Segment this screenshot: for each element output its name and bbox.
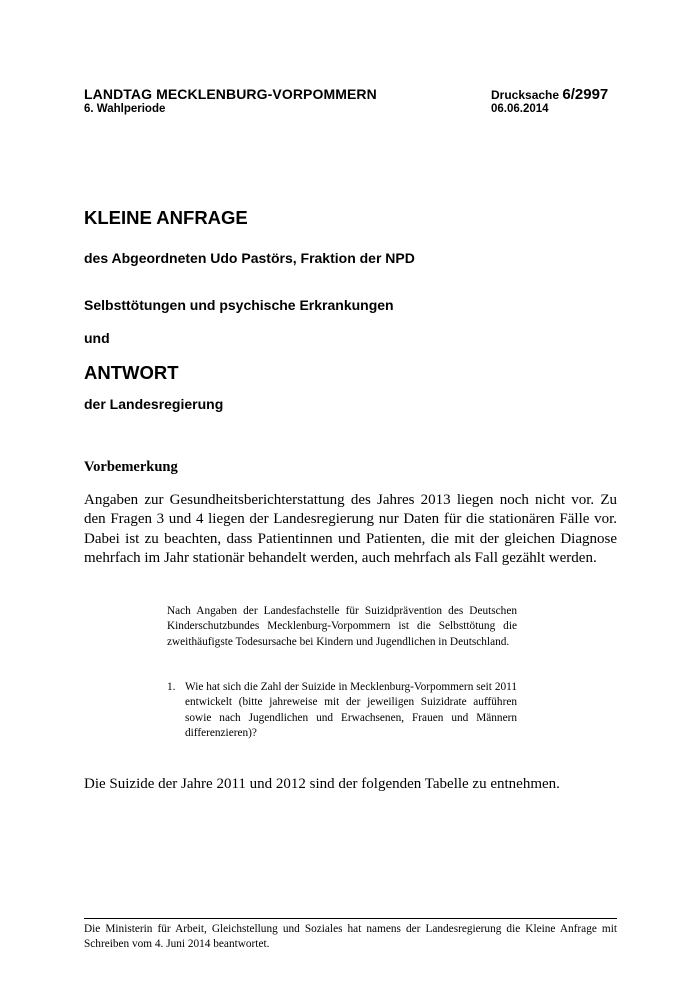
- footnote-divider: [84, 918, 617, 919]
- answer-text: Die Suizide der Jahre 2011 und 2012 sind der folgenden Tabelle zu entnehmen.: [84, 776, 560, 792]
- answer-author-line: der Landesregierung: [84, 396, 224, 412]
- question-number: 1.: [167, 681, 176, 693]
- drucksache-label: Drucksache: [491, 88, 560, 102]
- inquiry-question: [167, 680, 517, 741]
- vorbemerkung-text: Angaben zur Gesundheitsberichterstattung des Jahres 2013 liegen noch nicht vor. Zu den Fragen 3 und 4 liegen der Landesregierung nur Daten für die stationären Fälle vor. Dabei ist zu beachten, dass Patientinnen und Patienten, die mit der gleichen Diagnose mehrfach im Jahr stationär behandelt werden, auch mehrfach als Fall gezählt werden.: [84, 492, 617, 566]
- drucksache-reference: [491, 86, 608, 103]
- document-type-title: KLEINE ANFRAGE: [84, 207, 248, 228]
- drucksache-number: 6/2997: [562, 86, 609, 103]
- document-date: 06.06.2014: [491, 103, 549, 115]
- vorbemerkung-heading: Vorbemerkung: [84, 459, 178, 475]
- subject-line: Selbsttötungen und psychische Erkrankungen: [84, 297, 394, 313]
- connector-line: und: [84, 330, 110, 346]
- answer-type-title: ANTWORT: [84, 362, 179, 383]
- footnote-text: Die Ministerin für Arbeit, Gleichstellung und Soziales hat namens der Landesregierung die Kleine Anfrage mit Schreiben vom 4. Juni 2014 beantwortet.: [84, 923, 617, 950]
- election-period: 6. Wahlperiode: [84, 103, 166, 115]
- parliament-name: LANDTAG MECKLENBURG-VORPOMMERN: [84, 86, 377, 102]
- question-text: Wie hat sich die Zahl der Suizide in Mecklenburg-Vorpommern seit 2011 entwickelt (bitte jahreweise mit der jeweiligen Suizidrate aufführen sowie nach Jugendlichen und Erwachsenen, Frauen und Männern differenzieren)?: [185, 681, 517, 739]
- inquiry-intro: Nach Angaben der Landesfachstelle für Suizidprävention des Deutschen Kinderschutzbundes Mecklenburg-Vorpommern ist die Selbsttötung die zweithäufigste Todesursache bei Kindern und Jugendlichen in Deutschland.: [167, 605, 517, 648]
- author-line: des Abgeordneten Udo Pastörs, Fraktion der NPD: [84, 250, 415, 266]
